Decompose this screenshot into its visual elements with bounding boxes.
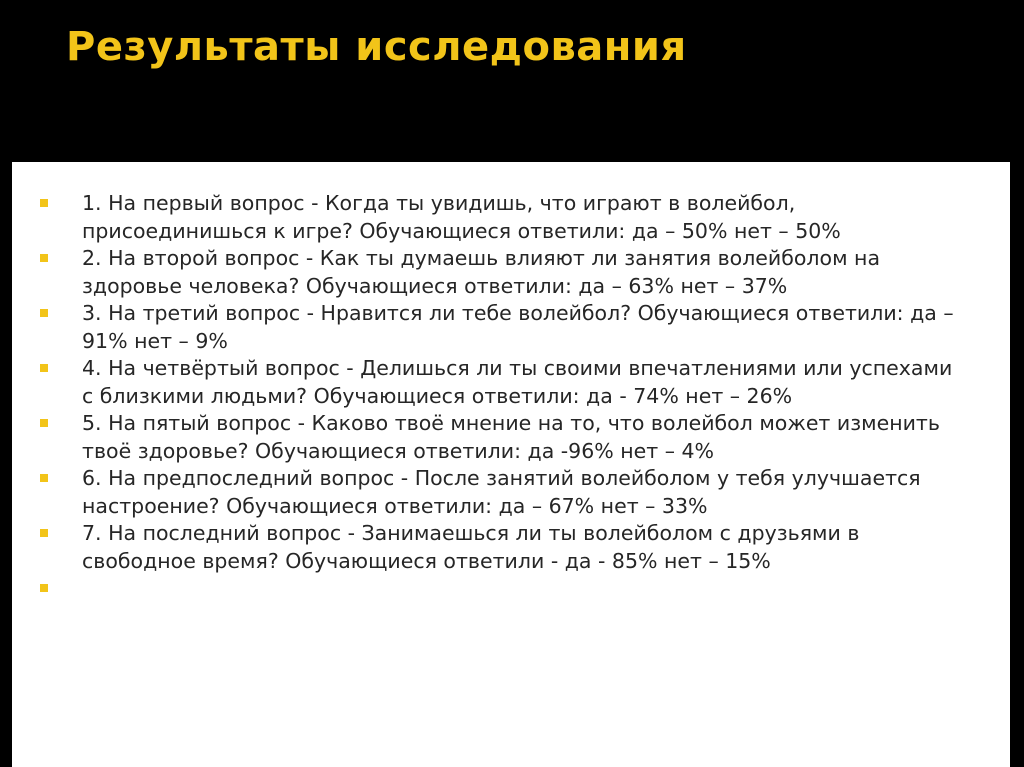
list-item-text: 6. На предпоследний вопрос - После занятий волейболом у тебя улучшается настроение? Обучающиеся ответили: да – 67% нет – 33% xyxy=(82,466,921,518)
title-band xyxy=(0,0,1024,160)
list-item xyxy=(36,300,966,355)
square-bullet-icon xyxy=(40,309,48,317)
square-bullet-icon xyxy=(40,584,48,592)
list-item-text: 1. На первый вопрос - Когда ты увидишь, что играют в волейбол, присоединишься к игре? Обучающиеся ответили: да – 50% нет – 50% xyxy=(82,191,841,243)
slide-title: Результаты исследования xyxy=(66,24,687,70)
square-bullet-icon xyxy=(40,419,48,427)
list-item-text: 4. На четвёртый вопрос - Делишься ли ты своими впечатлениями или успехами с близкими людьми? Обучающиеся ответили: да - 74% нет – 26% xyxy=(82,356,953,408)
list-item xyxy=(36,520,966,575)
square-bullet-icon xyxy=(40,199,48,207)
bullet-list xyxy=(36,190,966,603)
square-bullet-icon xyxy=(40,364,48,372)
content-area xyxy=(12,162,1010,767)
list-item-text: 7. На последний вопрос - Занимаешься ли ты волейболом с друзьями в свободное время? Обучающиеся ответили - да - 85% нет – 15% xyxy=(82,521,860,573)
list-item xyxy=(36,355,966,410)
list-item-text: 5. На пятый вопрос - Каково твоё мнение на то, что волейбол может изменить твоё здоровье? Обучающиеся ответили: да -96% нет – 4% xyxy=(82,411,940,463)
square-bullet-icon xyxy=(40,254,48,262)
list-item xyxy=(36,245,966,300)
square-bullet-icon xyxy=(40,474,48,482)
square-bullet-icon xyxy=(40,529,48,537)
list-item xyxy=(36,465,966,520)
list-item xyxy=(36,410,966,465)
list-item xyxy=(36,190,966,245)
list-item-text: 2. На второй вопрос - Как ты думаешь влияют ли занятия волейболом на здоровье человека? Обучающиеся ответили: да – 63% нет – 37% xyxy=(82,246,881,298)
list-item-text: 3. На третий вопрос - Нравится ли тебе волейбол? Обучающиеся ответили: да – 91% нет – 9% xyxy=(82,301,954,353)
list-item-empty xyxy=(36,575,966,603)
